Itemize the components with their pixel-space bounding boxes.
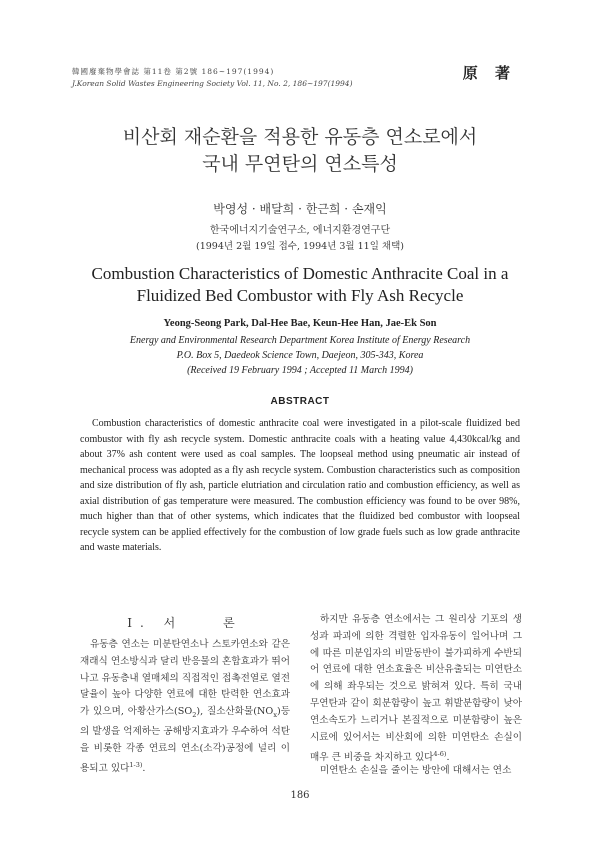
intro-left-text-c: )등의 발생을 억제하는 공해방지효과가 우수하여 석탄을 비롯한 각종 연료의 연소(소각)공정에 널리 이용되고 있다 <box>80 706 290 775</box>
journal-citation-en: J.Korean Solid Wastes Engineering Society Vol. 11, No. 2, 186~197(1994) <box>72 79 353 88</box>
english-title-line2: Fluidized Bed Combustor with Fly Ash Recycle <box>136 286 464 305</box>
journal-citation-kr: 韓國廢棄物學會誌 第11卷 第2號 186~197(1994) <box>72 67 275 76</box>
intro-paragraph-right-2: 미연탄소 손실을 줄이는 방안에 대해서는 연소 <box>320 765 512 776</box>
intro-left-text-b: ), 질소산화물(NO <box>196 706 274 718</box>
korean-received-dates: (1994년 2월 19일 접수, 1994년 3월 11일 채택) <box>196 241 404 252</box>
intro-right-text-a: 하지만 유동층 연소에서는 그 원리상 기포의 생성과 파괴에 의한 격렬한 입자유동이 일어나며 그에 따른 미분입자의 비말동반이 불가피하게 수반되어 연료에 대한 연소효율은 비산유출되는 미연탄소에 의해 좌우되는 것으로 밝혀져 있다. 특히 국내 무연탄과 같이 회분함량이 높고 휘발분함량이 낮아 연소속도가 느리거나 본질적으로 미분함량이 높은 시료에 있어서는 비산회에 의한 미연탄소 손실이 매우 큰 비중을 차지하고 있다 <box>310 614 522 764</box>
korean-title-line2: 국내 무연탄의 연소특성 <box>202 153 398 175</box>
so2-subscript: 2 <box>192 711 197 720</box>
korean-title-line1: 비산회 재순환을 적용한 유동층 연소로에서 <box>122 126 478 148</box>
citation-superscript: 4-6) <box>433 750 447 759</box>
abstract-text: Combustion characteristics of domestic anthracite coal were investigated in a pilot-scale fluidized bed combustor with fly ash recycle system. Domestic anthracite coals with a heating value 4,430kcal/kg and about 37% ash content were used as coal samples. The loopseal method using pneumatic air instead of mechanical process was adopted as a fly ash recycle system. Combustion characteristics such as composition and size distribution of fly ash, particle elutriation and circulation ratio and combustion efficiency, as well as axial distribution of gas temperature were measured. The combustion efficiency was found to be over 98%, much higher than that of other systems, which indicates that the fluidized bed combustor with loopseal recycle system can be applied effectively for the combustion of low grade fuels such as low grade anthracite and waste materials. <box>80 418 520 553</box>
english-affiliation-address: P.O. Box 5, Daedeok Science Town, Daejeon, 305-343, Korea <box>176 350 424 361</box>
korean-authors: 박영성 · 배달희 · 한근희 · 손재익 <box>213 202 387 216</box>
english-received-dates: (Received 19 February 1994 ; Accepted 11 March 1994) <box>187 365 413 376</box>
korean-affiliation: 한국에너지기술연구소, 에너지환경연구단 <box>209 225 391 236</box>
english-authors: Yeong-Seong Park, Dal-Hee Bae, Keun-Hee Han, Jae-Ek Son <box>163 318 437 329</box>
intro-paragraph-left <box>80 637 290 778</box>
english-title <box>0 263 600 307</box>
citation-superscript: 1-3) <box>129 761 143 770</box>
intro-paragraph-right-1 <box>310 612 522 767</box>
journal-citation <box>72 66 353 90</box>
page-number: 186 <box>290 790 310 801</box>
intro-left-text-a: 유동층 연소는 미분탄연소나 스토카연소와 같은 재래식 연소방식과 달리 반응물의 혼합효과가 뛰어나고 유동층내 열매체의 직접적인 접촉전열로 열전달율이 높아 다양한 연료에 대한 탄력한 연소효과가 있으며, 아황산가스(SO <box>80 639 290 718</box>
section-heading-introduction: I. 서 론 <box>127 616 243 630</box>
intro-left-text-end: . <box>142 763 146 775</box>
nox-subscript: x <box>273 711 277 720</box>
korean-title <box>0 124 600 178</box>
english-affiliation <box>0 333 600 378</box>
abstract-heading: ABSTRACT <box>270 396 330 407</box>
intro-right-text-end: . <box>446 752 450 764</box>
english-title-line1: Combustion Characteristics of Domestic Anthracite Coal in a <box>91 264 509 283</box>
english-affiliation-dept: Energy and Environmental Research Department Korea Institute of Energy Research <box>129 335 471 346</box>
article-type-label: 原 著 <box>462 64 516 82</box>
